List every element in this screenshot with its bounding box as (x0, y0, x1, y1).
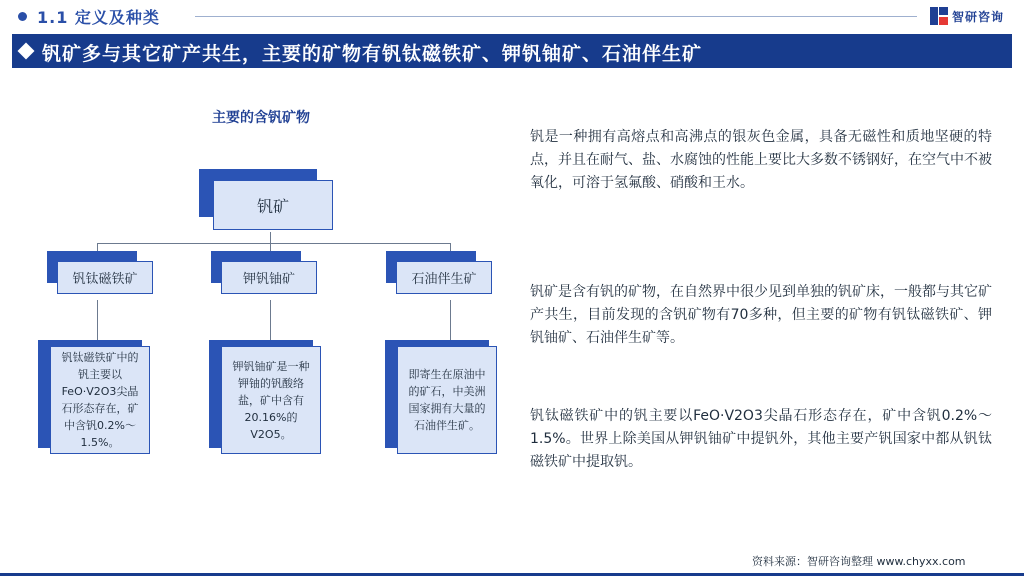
leaf-desc-3: 即寄生在原油中的矿石，中美洲国家拥有大量的石油伴生矿。 (397, 346, 497, 454)
connector-leaf-3 (450, 300, 451, 340)
diagram-title: 主要的含钒矿物 (212, 110, 310, 126)
brand-name: 智研咨询 (952, 9, 1005, 24)
leaf-desc-1: 钒钛磁铁矿中的钒主要以FeO·V2O3尖晶石形态存在，矿中含钒0.2%～1.5%。 (50, 346, 150, 454)
brand-logo (930, 6, 1004, 26)
connector-leaf-1 (97, 300, 98, 340)
connector-leaf-2 (270, 300, 271, 340)
paragraph-occurrence: 钒矿是含有钒的矿物，在自然界中很少见到单独的钒矿床，一般都与其它矿产共生，目前发现的含钒矿物有70多种，但主要的矿物有钒钛磁铁矿、钾钒铀矿、石油伴生矿等。 (530, 284, 992, 346)
source-note: 资料来源：智研咨询整理 www.chyxx.com (752, 555, 966, 568)
brand-logo-icon (930, 7, 948, 25)
section-bullet-icon (18, 12, 27, 21)
root-node (199, 169, 339, 233)
leaf-node-3 (385, 340, 501, 456)
connector-horizontal (97, 243, 450, 244)
branch-label-3: 石油伴生矿 (396, 261, 492, 294)
branch-node-2 (211, 251, 321, 297)
header-divider (195, 16, 917, 17)
leaf-desc-2: 钾钒铀矿是一种钾铀的钒酸络盐，矿中含有20.16%的V2O5。 (221, 346, 321, 454)
branch-label-2: 钾钒铀矿 (221, 261, 317, 294)
section-title: 1.1 定义及种类 (37, 8, 160, 27)
branch-label-1: 钒钛磁铁矿 (57, 261, 153, 294)
banner-title: 钒矿多与其它矿产共生，主要的矿物有钒钛磁铁矿、钾钒铀矿、石油伴生矿 (42, 43, 703, 65)
leaf-node-2 (209, 340, 325, 456)
branch-node-1 (47, 251, 157, 297)
top-bar (0, 0, 1024, 32)
paragraph-extraction: 钒钛磁铁矿中的钒主要以FeO·V2O3尖晶石形态存在，矿中含钒0.2%～1.5%。世界上除美国从钾钒铀矿中提钒外，其他主要产钒国家中都从钒钛磁铁矿中提取钒。 (530, 408, 992, 470)
title-banner (12, 34, 1012, 68)
branch-node-3 (386, 251, 496, 297)
diamond-icon (18, 43, 35, 60)
leaf-node-1 (38, 340, 154, 456)
root-label: 钒矿 (213, 180, 333, 230)
paragraph-definition: 钒是一种拥有高熔点和高沸点的银灰色金属，具备无磁性和质地坚硬的特点，并且在耐气、盐、水腐蚀的性能上要比大多数不锈钢好，在空气中不被氧化，可溶于氢氟酸、硝酸和王水。 (530, 129, 992, 191)
